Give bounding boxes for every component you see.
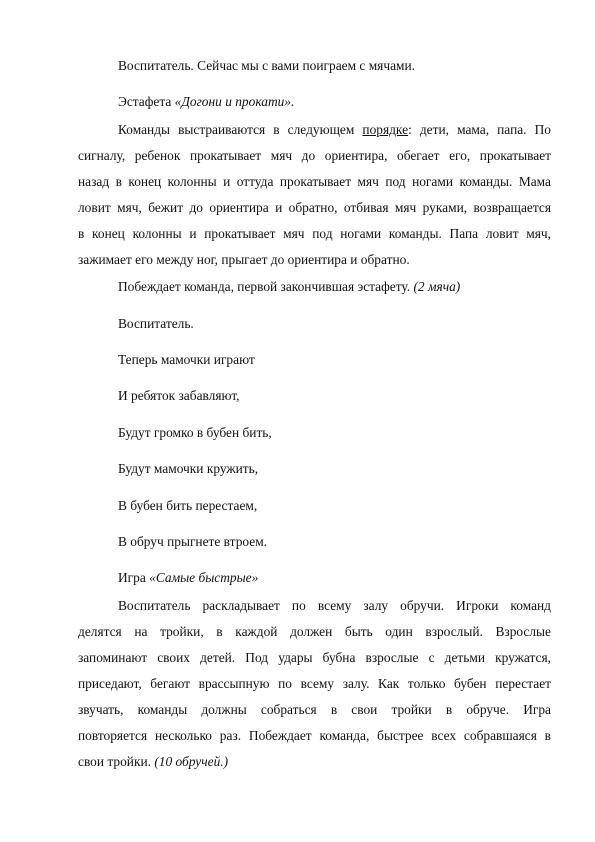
game-line-4: приседают, бегают врассыпную по всему залу. Как только бубен перестает	[78, 676, 551, 691]
relay-equipment-note: (2 мяча)	[413, 279, 461, 294]
game-line-7: свои тройки. (10 обручей.)	[78, 754, 229, 769]
game-equipment-note: (10 обручей.)	[154, 754, 229, 769]
relay-line-6: зажимает его между ног, прыгает до ориентира и обратно.	[78, 252, 410, 267]
verse-line-3: Будут громко в бубен бить,	[118, 425, 272, 440]
verse-line-5: В бубен бить перестаем,	[118, 498, 258, 513]
relay-title: «Догони и прокати».	[174, 94, 295, 109]
relay-winner: Побеждает команда, первой закончившая эстафету. (2 мяча)	[118, 279, 461, 294]
underlined-word: порядке	[362, 122, 409, 137]
relay-prefix: Эстафета	[118, 94, 175, 109]
game-line-3: запоминают своих детей. Под удары бубна взрослые с детьми кружатся,	[78, 650, 551, 665]
relay-heading	[118, 94, 294, 110]
game-line-1: Воспитатель раскладывает по всему залу обручи. Игроки команд	[118, 598, 551, 613]
verse-line-4: Будут мамочки кружить,	[118, 461, 259, 476]
game-title: «Самые быстрые»	[149, 570, 259, 585]
verse-line-2: И ребяток забавляют,	[118, 388, 240, 403]
relay-line-5: в конец колонны и прокатывает мяч под ногами команды. Папа ловит мяч,	[78, 226, 551, 241]
verse-line-1: Теперь мамочки играют	[118, 352, 255, 367]
intro-text: Воспитатель. Сейчас мы с вами поиграем с мячами.	[118, 58, 416, 73]
game-heading: Игра «Самые быстрые»	[118, 570, 259, 585]
verse-line-6: В обруч прыгнете втроем.	[118, 534, 268, 549]
relay-line-4: ловит мяч, бежит до ориентира и обратно, отбивая мяч руками, возвращается	[78, 200, 551, 215]
relay-line-3: назад в конец колонны и оттуда прокатывает мяч под ногами команды. Мама	[78, 174, 551, 189]
relay-line-2: сигналу, ребенок прокатывает мяч до ориентира, обегает его, прокатывает	[78, 148, 551, 163]
game-line-2: делятся на тройки, в каждой должен быть один взрослый. Взрослые	[78, 624, 551, 639]
intro-line	[118, 58, 415, 74]
game-line-6: повторяется несколько раз. Побеждает команда, быстрее всех собравшаяся в	[78, 728, 551, 743]
game-paragraph	[78, 593, 551, 775]
teacher-label: Воспитатель.	[118, 316, 194, 331]
relay-paragraph	[78, 117, 551, 273]
relay-line-1: Команды выстраиваются в следующем порядке: дети, мама, папа. По	[118, 122, 551, 137]
game-line-5: звучать, команды должны собраться в свои тройки в обруче. Игра	[78, 702, 551, 717]
